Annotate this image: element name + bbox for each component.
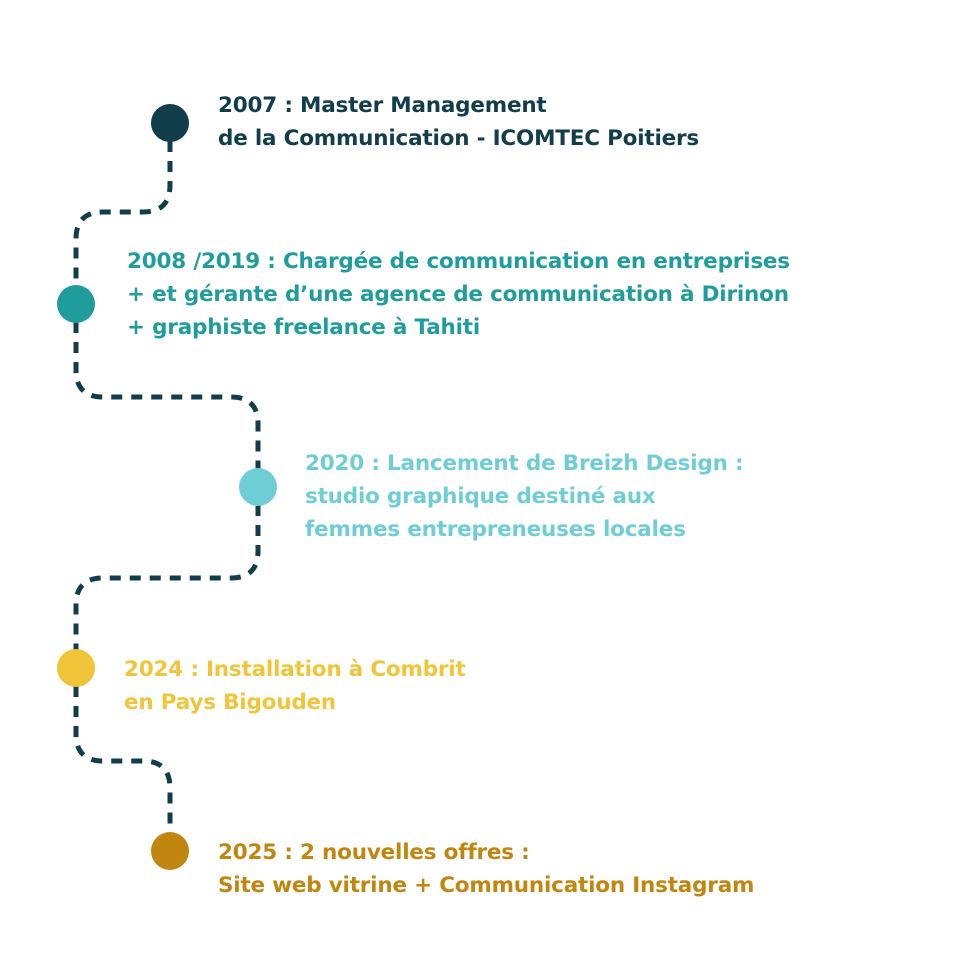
milestone-dot-2020 bbox=[239, 468, 277, 506]
milestone-2024-line-2: en Pays Bigouden bbox=[124, 690, 336, 715]
milestone-2020-line-3: femmes entrepreneuses locales bbox=[305, 517, 686, 542]
milestone-2008-2019-text bbox=[127, 245, 790, 344]
milestone-2020-text bbox=[305, 447, 743, 546]
milestone-2024-text bbox=[124, 653, 466, 719]
milestone-dot-2025 bbox=[151, 832, 189, 870]
milestone-2025-line-1: 2025 : 2 nouvelles offres : bbox=[218, 840, 530, 865]
milestone-2020-line-2: studio graphique destiné aux bbox=[305, 484, 656, 509]
milestone-dot-2024 bbox=[57, 649, 95, 687]
milestone-2008-2019-line-1: 2008 /2019 : Chargée de communication en entreprises bbox=[127, 249, 790, 274]
milestone-2007-text bbox=[218, 89, 699, 155]
milestone-dot-2008-2019 bbox=[57, 285, 95, 323]
milestone-2008-2019-line-2: + et gérante d’une agence de communication à Dirinon bbox=[127, 282, 789, 307]
timeline-connector-3 bbox=[76, 505, 258, 650]
milestone-dot-2007 bbox=[151, 104, 189, 142]
timeline-connector-2 bbox=[76, 322, 258, 469]
milestone-2025-line-2: Site web vitrine + Communication Instagram bbox=[218, 873, 755, 898]
milestone-2024-line-1: 2024 : Installation à Combrit bbox=[124, 657, 466, 682]
milestone-2020-line-1: 2020 : Lancement de Breizh Design : bbox=[305, 451, 744, 476]
milestone-2007-line-2: de la Communication - ICOMTEC Poitiers bbox=[218, 126, 700, 151]
milestone-2008-2019-line-3: + graphiste freelance à Tahiti bbox=[127, 315, 481, 340]
milestone-2025-text bbox=[218, 836, 754, 902]
milestone-2007-line-1: 2007 : Master Management bbox=[218, 93, 547, 118]
